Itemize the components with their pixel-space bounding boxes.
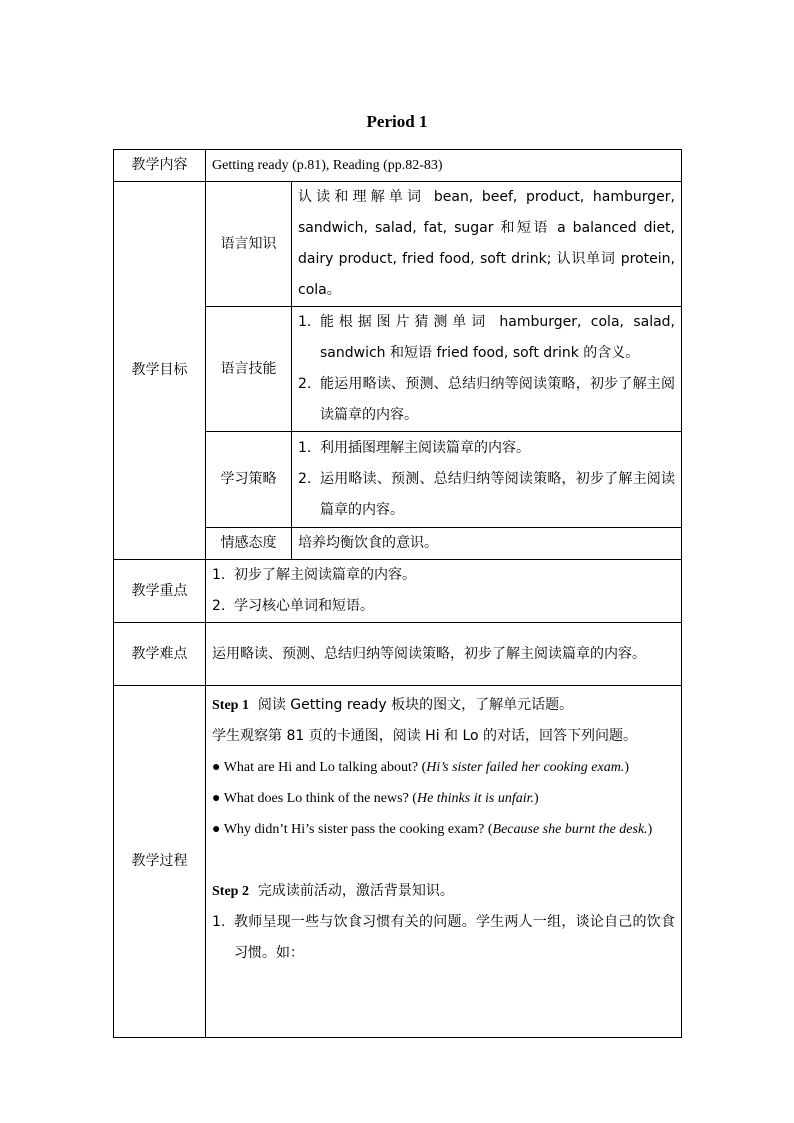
- skills-list: [292, 307, 682, 432]
- strategy-label: 学习策略: [206, 432, 292, 528]
- strategy-list: [292, 432, 682, 528]
- key-points-label: 教学重点: [114, 560, 206, 623]
- process-label: 教学过程: [114, 686, 206, 1038]
- knowledge-label: 语言知识: [206, 182, 292, 307]
- list-item: 2. 学习核心单词和短语。: [212, 598, 374, 614]
- lesson-plan-table: [113, 149, 682, 1038]
- step-1-intro: 学生观察第 81 页的卡通图，阅读 Hi 和 Lo 的对话，回答下列问题。: [212, 728, 638, 744]
- key-points-list: [206, 560, 682, 623]
- step-2: Step 2 完成读前活动，激活背景知识。: [212, 883, 454, 899]
- key-points-row: [114, 560, 682, 623]
- list-item: 1. 初步了解主阅读篇章的内容。: [212, 567, 416, 583]
- question-item: ● Why didn’t Hi’s sister pass the cooking exam? (Because she burnt the desk.): [212, 822, 653, 837]
- page-title: Period 1: [366, 112, 428, 131]
- question-item: ● What does Lo think of the news? (He thinks it is unfair.): [212, 791, 539, 806]
- content-row: [114, 150, 682, 182]
- content-label: 教学内容: [114, 150, 206, 182]
- process-row: [114, 686, 682, 1038]
- list-item: 1. 利用插图理解主阅读篇章的内容。: [298, 440, 530, 456]
- list-item: 2. 运用略读、预测、总结归纳等阅读策略，初步了解主阅读篇章的内容。: [298, 471, 675, 518]
- question-item: ● What are Hi and Lo talking about? (Hi’s sister failed her cooking exam.): [212, 760, 629, 775]
- difficulties-row: [114, 623, 682, 686]
- list-item: 1. 能根据图片猜测单词 hamburger, cola, salad, sandwich 和短语 fried food, soft drink 的含义。: [298, 314, 675, 361]
- step-1: Step 1 阅读 Getting ready 板块的图文，了解单元话题。: [212, 697, 574, 713]
- blank-line: [212, 845, 675, 876]
- objectives-label: 教学目标: [114, 182, 206, 560]
- attitude-text: 培养均衡饮食的意识。: [292, 528, 682, 560]
- list-item: 2. 能运用略读、预测、总结归纳等阅读策略，初步了解主阅读篇章的内容。: [298, 376, 675, 423]
- content-value: Getting ready (p.81), Reading (pp.82-83): [206, 150, 682, 182]
- list-item: 1. 教师呈现一些与饮食习惯有关的问题。学生两人一组，谈论自己的饮食习惯。如：: [212, 914, 675, 961]
- skills-label: 语言技能: [206, 307, 292, 432]
- step-2-list: [212, 907, 675, 969]
- difficulties-text: 运用略读、预测、总结归纳等阅读策略，初步了解主阅读篇章的内容。: [206, 623, 682, 686]
- attitude-label: 情感态度: [206, 528, 292, 560]
- process-content: [206, 686, 682, 1038]
- difficulties-label: 教学难点: [114, 623, 206, 686]
- objective-knowledge-row: [114, 182, 682, 307]
- knowledge-text: 认读和理解单词 bean, beef, product, hamburger, sandwich, salad, fat, sugar 和短语 a balanced diet, dairy product, fried food, soft drink; 认识单词 protein, cola。: [292, 182, 682, 307]
